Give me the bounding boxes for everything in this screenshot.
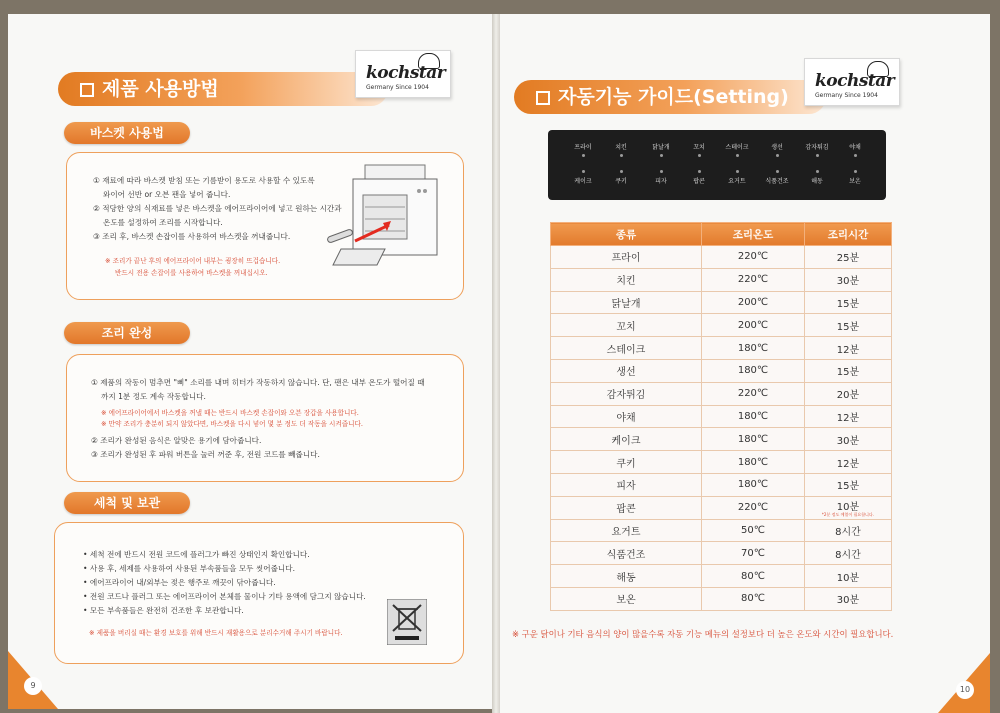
cell-type-text: 감자튀김: [606, 390, 646, 402]
preset-label: 요거트: [728, 178, 746, 185]
cell-time: [805, 519, 892, 542]
page-number: 9: [24, 677, 42, 695]
cell-temperature: [702, 337, 805, 360]
table-row: [551, 542, 892, 565]
cell-type-text: 야채: [616, 412, 636, 424]
preset-skewer[interactable]: [678, 142, 720, 157]
cell-temperature-text: 50℃: [741, 524, 765, 536]
cell-temperature: [702, 382, 805, 405]
cell-time-text: 30분: [836, 276, 860, 288]
table-row: [551, 246, 892, 269]
cooking-done-box: [66, 354, 464, 482]
cell-time: [805, 382, 892, 405]
cooking-note: ※ 에어프라이어에서 바스켓을 꺼낼 때는 반드시 바스켓 손잡이와 오븐 장갑을 사용합니다.: [101, 409, 359, 417]
cell-temperature-text: 220℃: [737, 388, 769, 400]
cell-type: [551, 337, 702, 360]
table-row: [551, 451, 892, 474]
control-panel: [548, 130, 886, 200]
preset-dehydrate[interactable]: [756, 170, 798, 185]
cell-time-text: 8시간: [835, 549, 861, 561]
cell-type: [551, 473, 702, 496]
cell-time: [805, 565, 892, 588]
preset-yogurt[interactable]: [716, 170, 758, 185]
basket-step: 온도를 설정하여 조리를 시작합니다.: [103, 218, 223, 227]
preset-label: 프라이: [574, 144, 592, 151]
cell-type-text: 생선: [616, 367, 636, 379]
cell-temperature-text: 180℃: [737, 479, 769, 491]
preset-steak[interactable]: [716, 142, 758, 157]
preset-cookie[interactable]: [600, 170, 642, 185]
cell-time: [805, 587, 892, 610]
cell-type: [551, 405, 702, 428]
basket-step: ② 적당한 양의 식재료를 넣은 바스켓을 에어프라이어에 넣고 원하는 시간과: [93, 204, 342, 213]
cell-temperature-text: 180℃: [737, 342, 769, 354]
recycle-bin-icon: [387, 599, 427, 645]
cell-temperature: [702, 359, 805, 382]
cell-time: [805, 246, 892, 269]
preset-label: 감자튀김: [805, 144, 829, 151]
cell-time-text: 10분: [836, 572, 860, 584]
cell-temperature-text: 180℃: [737, 410, 769, 422]
preset-label: 닭날개: [652, 144, 670, 151]
cell-type-text: 보온: [616, 595, 636, 607]
cell-note: *2분 정도 예열이 필요합니다.: [821, 512, 875, 518]
preset-label: 피자: [655, 178, 667, 185]
table-row: [551, 359, 892, 382]
cell-temperature: [702, 519, 805, 542]
cell-type-text: 팝콘: [616, 504, 636, 516]
cooking-line: ① 제품의 작동이 멈추면 "삐" 소리를 내며 히터가 작동하지 않습니다. 단, 팬은 내부 온도가 떨어질 때: [91, 378, 425, 387]
cell-time-text: 30분: [836, 435, 860, 447]
cleaning-line: • 전원 코드나 플러그 또는 에어프라이어 본체를 물이나 기타 용액에 담그지 않습니다.: [83, 592, 366, 601]
table-row: [551, 268, 892, 291]
preset-vegetable[interactable]: [834, 142, 876, 157]
preset-label: 꼬치: [693, 144, 705, 151]
cell-type: [551, 542, 702, 565]
table-row: [551, 314, 892, 337]
airfryer-illustration: [325, 161, 445, 273]
cell-temperature-text: 80℃: [741, 593, 765, 605]
cell-time: [805, 542, 892, 565]
preset-label: 보온: [849, 178, 861, 185]
cell-temperature: [702, 587, 805, 610]
preset-label: 치킨: [615, 144, 627, 151]
cell-temperature: [702, 565, 805, 588]
cell-temperature: [702, 405, 805, 428]
cell-time: [805, 428, 892, 451]
cleaning-note: ※ 제품을 버리실 때는 환경 보호를 위해 반드시 재활용으로 분리수거해 주시기 바랍니다.: [89, 629, 343, 637]
cell-time: [805, 405, 892, 428]
preset-label: 케이크: [574, 178, 592, 185]
cell-time-text: 20분: [836, 390, 860, 402]
cell-time: [805, 451, 892, 474]
cleaning-line: • 모든 부속품들은 완전히 건조한 후 보관합니다.: [83, 606, 244, 615]
cell-time: [805, 496, 892, 519]
title-square-icon: [536, 91, 550, 105]
cell-type: [551, 519, 702, 542]
basket-box: [66, 152, 464, 300]
cell-time-text: 12분: [836, 412, 860, 424]
preset-label: 팝콘: [693, 178, 705, 185]
cell-type: [551, 451, 702, 474]
cell-temperature-text: 80℃: [741, 570, 765, 582]
table-row: [551, 565, 892, 588]
cell-temperature: [702, 246, 805, 269]
cell-temperature: [702, 291, 805, 314]
cell-time-text: 15분: [836, 321, 860, 333]
right-page: [500, 14, 990, 713]
cell-type: [551, 314, 702, 337]
cooking-line: ② 조리가 완성된 음식은 알맞은 용기에 담아줍니다.: [91, 436, 262, 445]
basket-step: ③ 조리 후, 바스켓 손잡이를 사용하여 바스켓을 꺼내줍니다.: [93, 232, 291, 241]
preset-popcorn[interactable]: [678, 170, 720, 185]
table-row: [551, 428, 892, 451]
header-type: 종류: [551, 223, 702, 246]
table-row: [551, 473, 892, 496]
preset-chicken[interactable]: [600, 142, 642, 157]
cell-type: [551, 382, 702, 405]
cell-type-text: 케이크: [611, 435, 641, 447]
cell-type: [551, 268, 702, 291]
cell-temperature-text: 200℃: [737, 319, 769, 331]
preset-label: 스테이크: [725, 144, 749, 151]
cell-temperature-text: 180℃: [737, 456, 769, 468]
preset-fries[interactable]: [796, 142, 838, 157]
cell-temperature-text: 70℃: [741, 547, 765, 559]
cell-time: [805, 337, 892, 360]
table-row: [551, 519, 892, 542]
book-spine: [492, 14, 500, 713]
cell-temperature-text: 220℃: [737, 274, 769, 286]
cell-time-text: 8시간: [835, 526, 861, 538]
cell-time-text: 12분: [836, 458, 860, 470]
cell-temperature: [702, 428, 805, 451]
cell-temperature-text: 220℃: [737, 251, 769, 263]
cleaning-heading: 세척 및 보관: [64, 492, 190, 514]
preset-defrost[interactable]: [796, 170, 838, 185]
cell-temperature-text: 180℃: [737, 433, 769, 445]
brand-logo: [355, 50, 451, 98]
brand-logo: [804, 58, 900, 106]
preset-keep-warm[interactable]: [834, 170, 876, 185]
cleaning-line: • 세척 전에 반드시 전원 코드에 플러그가 빠진 상태인지 확인합니다.: [83, 550, 310, 559]
title-square-icon: [80, 83, 94, 97]
cleaning-line: • 사용 후, 세제를 사용하여 사용된 부속품들을 모두 씻어줍니다.: [83, 564, 296, 573]
cooking-line: 까지 1분 정도 계속 작동합니다.: [101, 392, 206, 401]
table-row: [551, 291, 892, 314]
logo-brand: kochstar: [815, 71, 895, 91]
cell-time-text: 15분: [836, 367, 860, 379]
cell-time-text: 10분: [836, 502, 860, 514]
page-title-text: 제품 사용방법: [102, 78, 219, 100]
table-row: [551, 496, 892, 519]
cell-type-text: 꼬치: [616, 321, 636, 333]
cell-type: [551, 246, 702, 269]
cell-temperature: [702, 268, 805, 291]
basket-step: ① 재료에 따라 바스켓 받침 또는 기름받이 용도로 사용할 수 있도록: [93, 176, 315, 185]
left-page: [8, 14, 492, 709]
cell-temperature: [702, 473, 805, 496]
cell-temperature: [702, 314, 805, 337]
cell-time: [805, 359, 892, 382]
basket-note: ※ 조리가 끝난 후의 에어프라이어 내부는 굉장히 뜨겁습니다.: [105, 257, 281, 265]
cell-time: [805, 314, 892, 337]
cell-type-text: 치킨: [616, 276, 636, 288]
table-row: [551, 382, 892, 405]
preset-label: 식품건조: [765, 178, 789, 185]
cooking-line: ③ 조리가 완성된 후 파워 버튼을 눌러 꺼준 후, 전원 코드를 빼줍니다.: [91, 450, 320, 459]
cell-type-text: 닭날개: [611, 298, 641, 310]
preset-label: 생선: [771, 144, 783, 151]
logo-tagline: Germany Since 1904: [815, 92, 878, 99]
header-temperature: 조리온도: [702, 223, 805, 246]
cell-type: [551, 565, 702, 588]
table-row: [551, 405, 892, 428]
preset-fish[interactable]: [756, 142, 798, 157]
cleaning-box: [54, 522, 464, 664]
preset-label: 야채: [849, 144, 861, 151]
basket-step: 와이어 선반 or 오븐 팬을 넣어 줍니다.: [103, 190, 231, 199]
table-header-row: [551, 223, 892, 246]
cleaning-line: • 에어프라이어 내/외부는 젖은 행주로 깨끗이 닦아줍니다.: [83, 578, 276, 587]
cell-type-text: 쿠키: [616, 458, 636, 470]
header-time: 조리시간: [805, 223, 892, 246]
cell-temperature-text: 180℃: [737, 365, 769, 377]
page-number: 10: [956, 681, 974, 699]
page-title: [58, 72, 388, 106]
cell-time-text: 12분: [836, 344, 860, 356]
cell-temperature: [702, 496, 805, 519]
cell-type-text: 요거트: [611, 526, 641, 538]
cell-type: [551, 428, 702, 451]
preset-label: 쿠키: [615, 178, 627, 185]
preset-wings[interactable]: [640, 142, 682, 157]
logo-brand: kochstar: [366, 63, 446, 83]
cell-time: [805, 268, 892, 291]
cell-type-text: 프라이: [611, 253, 641, 265]
basket-heading: 바스켓 사용법: [64, 122, 190, 144]
cell-temperature: [702, 542, 805, 565]
cell-type: [551, 291, 702, 314]
page-title: [514, 80, 826, 114]
cell-time-text: 15분: [836, 481, 860, 493]
cell-type: [551, 587, 702, 610]
cell-type: [551, 359, 702, 382]
cell-time: [805, 291, 892, 314]
cell-type: [551, 496, 702, 519]
cell-time: [805, 473, 892, 496]
basket-note: 반드시 전용 손잡이를 사용하여 바스켓을 꺼내십시오.: [115, 269, 268, 277]
preset-cake[interactable]: [562, 170, 604, 185]
cell-time-text: 15분: [836, 298, 860, 310]
cell-time-text: 25분: [836, 253, 860, 265]
settings-table: [550, 222, 892, 611]
table-row: [551, 587, 892, 610]
cooking-note: ※ 만약 조리가 충분히 되지 않았다면, 바스켓을 다시 넣어 몇 분 정도 더 작동을 시켜줍니다.: [101, 420, 363, 428]
cell-type-text: 피자: [616, 481, 636, 493]
cell-time-text: 30분: [836, 595, 860, 607]
logo-tagline: Germany Since 1904: [366, 84, 429, 91]
preset-label: 해동: [811, 178, 823, 185]
cell-temperature-text: 200℃: [737, 296, 769, 308]
preset-pizza[interactable]: [640, 170, 682, 185]
cell-type-text: 해동: [616, 572, 636, 584]
cell-temperature-text: 220℃: [737, 502, 769, 514]
cell-type-text: 스테이크: [606, 344, 646, 356]
cell-type-text: 식품건조: [606, 549, 646, 561]
page-title-text: 자동기능 가이드(Setting): [558, 86, 789, 108]
cell-temperature: [702, 451, 805, 474]
preset-fry[interactable]: [562, 142, 604, 157]
table-footnote: ※ 구운 닭이나 기타 음식의 양이 많을수록 자동 기능 메뉴의 설정보다 더 높은 온도와 시간이 필요합니다.: [512, 629, 894, 639]
cooking-done-heading: 조리 완성: [64, 322, 190, 344]
table-row: [551, 337, 892, 360]
